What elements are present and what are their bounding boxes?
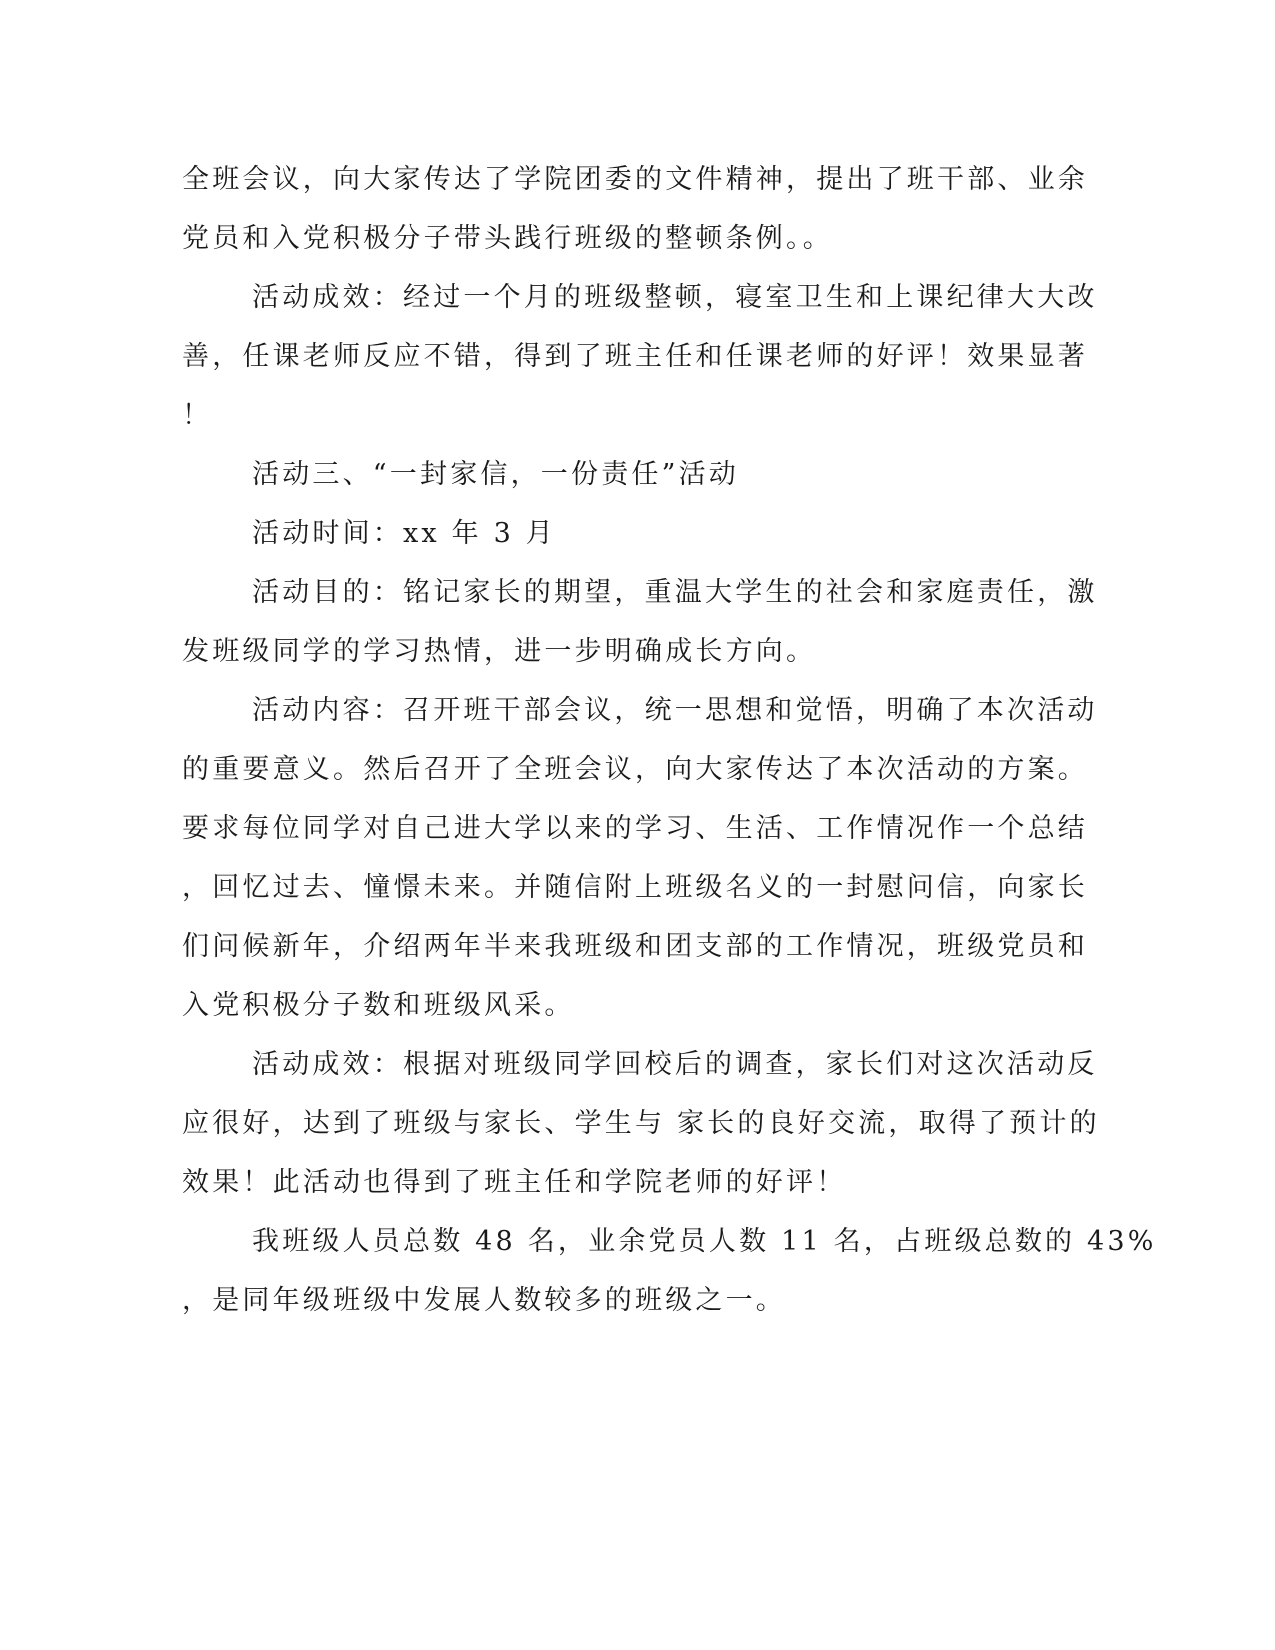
text-line-18: 效果！此活动也得到了班主任和学院老师的好评！	[182, 1167, 847, 1198]
text-line-19: 我班级人员总数 48 名，业余党员人数 11 名，占班级总数的 43%	[252, 1226, 1157, 1257]
text-line-8: 活动目的：铭记家长的期望，重温大学生的社会和家庭责任，激	[252, 577, 1098, 608]
text-line-5: ！	[182, 400, 213, 431]
text-line-1: 全班会议，向大家传达了学院团委的文件精神，提出了班干部、业余	[182, 164, 1088, 195]
text-line-2: 党员和入党积极分子带头践行班级的整顿条例。。	[182, 223, 833, 254]
text-line-13: ，回忆过去、憧憬未来。并随信附上班级名义的一封慰问信，向家长	[182, 872, 1088, 903]
text-line-11: 的重要意义。然后召开了全班会议，向大家传达了本次活动的方案。	[182, 754, 1088, 785]
text-line-6: 活动三、“一封家信，一份责任”活动	[252, 459, 740, 490]
text-line-15: 入党积极分子数和班级风采。	[182, 990, 575, 1021]
text-line-17: 应很好，达到了班级与家长、学生与 家长的良好交流，取得了预计的	[182, 1108, 1100, 1139]
text-line-16: 活动成效：根据对班级同学回校后的调查，家长们对这次活动反	[252, 1049, 1098, 1080]
text-line-7: 活动时间：xx 年 3 月	[252, 518, 556, 549]
text-line-9: 发班级同学的学习热情，进一步明确成长方向。	[182, 636, 817, 667]
text-line-10: 活动内容：召开班干部会议，统一思想和觉悟，明确了本次活动	[252, 695, 1098, 726]
text-line-20: ，是同年级班级中发展人数较多的班级之一。	[182, 1285, 786, 1316]
text-line-4: 善，任课老师反应不错，得到了班主任和任课老师的好评！效果显著	[182, 341, 1088, 372]
text-line-14: 们问候新年，介绍两年半来我班级和团支部的工作情况，班级党员和	[182, 931, 1088, 962]
text-line-12: 要求每位同学对自己进大学以来的学习、生活、工作情况作一个总结	[182, 813, 1088, 844]
text-line-3: 活动成效：经过一个月的班级整顿，寝室卫生和上课纪律大大改	[252, 282, 1098, 313]
